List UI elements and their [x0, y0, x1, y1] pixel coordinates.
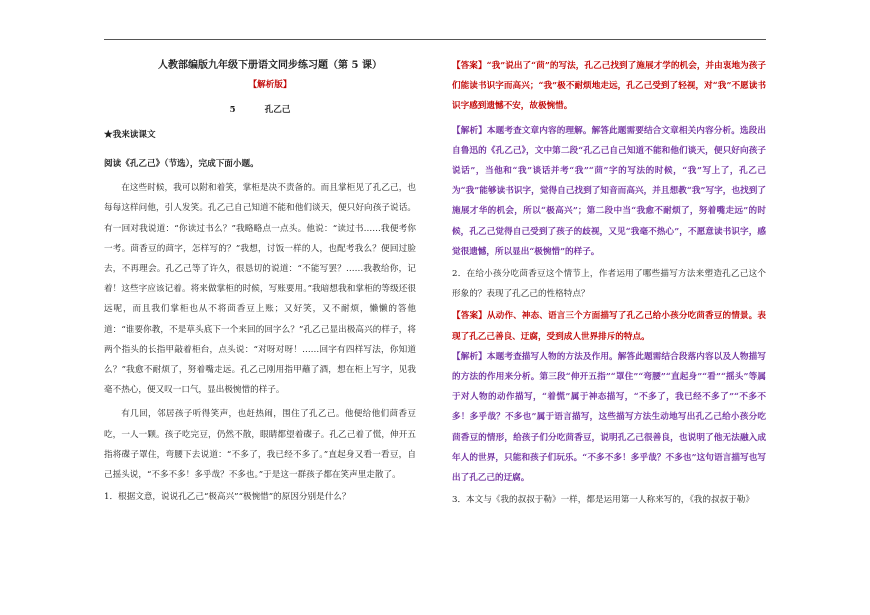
- header-rule: [104, 39, 766, 40]
- answer-1-text: “我”说出了“茴”的写法，孔乙己找到了施展才学的机会，并由衷地为孩子们能读书识字而高兴；“我”极不耐烦地走远，孔乙己受到了轻视，对“我”不愿读书识字感到遗憾不安，故极惋惜。: [452, 61, 766, 112]
- analysis-tag: 【解析】: [452, 125, 487, 136]
- lesson-title: 孔乙己: [264, 105, 291, 115]
- answer-tag: 【答案】: [452, 311, 487, 322]
- answer-2-text: 从动作、神态、语言三个方面描写了孔乙己给小孩分吃茴香豆的情景。表现了孔乙己善良、迂腐，受到成人世界排斥的特点。: [452, 311, 766, 342]
- lesson-number: 5: [229, 105, 236, 115]
- reading-instruction: 阅读《孔乙己》（节选），完成下面小题。: [104, 159, 259, 169]
- analysis-2: [452, 347, 766, 488]
- page-subtitle: 【解析版】: [248, 80, 292, 90]
- answer-tag: 【答案】: [452, 61, 487, 71]
- right-column: [452, 56, 766, 512]
- analysis-1-text: 本题考查文章内容的理解。解答此题需要结合文章相关内容分析。选段出自鲁迅的《孔乙己》，文中第二段“孔乙己自己知道不能和他们谈天，便只好向孩子说话”，当他和“我”谈话并考“我”“茴”字的写法的时候，“我”写上了，孔乙己为“我”能够读书识字，觉得自己找到了知音而高兴，并且想教“我”写字，也找到了施展才华的机会，所以“极高兴”；第二段中当“我愈不耐烦了，努着嘴走远”的时候，孔乙己觉得自己受到了孩子的歧视，又见“我毫不热心”，不愿意读书识字，感觉很遗憾，所以显出“极惋惜”的样子。: [452, 125, 766, 257]
- analysis-tag: 【解析】: [452, 351, 487, 362]
- analysis-2-text: 本题考查描写人物的方法及作用。解答此题需结合段落内容以及人物描写的方法的作用来分析。第三段“伸开五指”“罩住”“弯腰”“直起身”“看”“摇头”等属于对人物的动作描写，“着慌”属于神态描写，“不多了，我已经不多了”“不多不多！多乎哉？不多也”属于语言描写，这些描写方法生动地写出孔乙己给小孩分吃茴香豆的情形，给孩子们分吃茴香豆，说明孔乙己很善良，也说明了他无法融入成年人的世界，只能和孩子们玩乐。“不多不多！多乎哉？不多也”这句语言描写也写出了孔乙己的迂腐。: [452, 351, 766, 484]
- answer-1: [452, 56, 766, 117]
- question-1: 1．根据文意，说说孔乙己“极高兴”“极惋惜”的原因分别是什么？: [104, 492, 351, 503]
- question-3: 3．本文与《我的叔叔于勒》一样，都是运用第一人称来写的，《我的叔叔于勒》: [452, 495, 754, 506]
- passage-paragraph-1: 在这些时候，我可以附和着笑，掌柜是决不责备的。而且掌柜见了孔乙己，也每每这样问他，引人发笑。孔乙己自己知道不能和他们谈天，便只好向孩子说话。有一回对我说道：“你读过书么？”我略略点一点头。他说：“读过书……我便考你一考。茴香豆的茴字，怎样写的？”我想，讨饭一样的人，也配考我么？便回过脸去，不再理会。孔乙己等了许久，很恳切的说道：“不能写罢？……我教给你，记着！这些字应该记着。将来做掌柜的时候，写账要用。”我暗想我和掌柜的等级还很远呢，而且我们掌柜也从不将茴香豆上账；又好笑，又不耐烦，懒懒的答他道：“谁要你教，不是草头底下一个来回的回字么？”孔乙己显出极高兴的样子，将两个指头的长指甲敲着柜台，点头说：“对呀对呀！……回字有四样写法，你知道么？”我愈不耐烦了，努着嘴走远。孔乙己刚用指甲蘸了酒，想在柜上写字，见我毫不热心，便又叹一口气，显出极惋惜的样子。: [104, 183, 416, 396]
- page-title: 人教部编版九年级下册语文同步练习题（第 5 课）: [158, 60, 382, 71]
- left-column: [104, 56, 416, 509]
- answer-2: [452, 306, 766, 346]
- question-2: 2．在给小孩分吃茴香豆这个情节上，作者运用了哪些描写方法来塑造孔乙己这个形象的？表现了孔乙己的性格特点？: [452, 269, 766, 300]
- section-heading: ★我来读课文: [104, 130, 156, 140]
- analysis-1: [452, 121, 766, 262]
- passage-paragraph-2: 有几回，邻居孩子听得笑声，也赶热闹，围住了孔乙己。他便给他们茴香豆吃，一人一颗。孩子吃完豆，仍然不散，眼睛都望着碟子。孔乙己着了慌，伸开五指将碟子罩住，弯腰下去说道：“不多了，我已经不多了。”直起身又看一看豆，自己摇头说，“不多不多！多乎哉？不多也。”于是这一群孩子都在笑声里走散了。: [104, 409, 416, 481]
- lesson-heading: [104, 100, 416, 120]
